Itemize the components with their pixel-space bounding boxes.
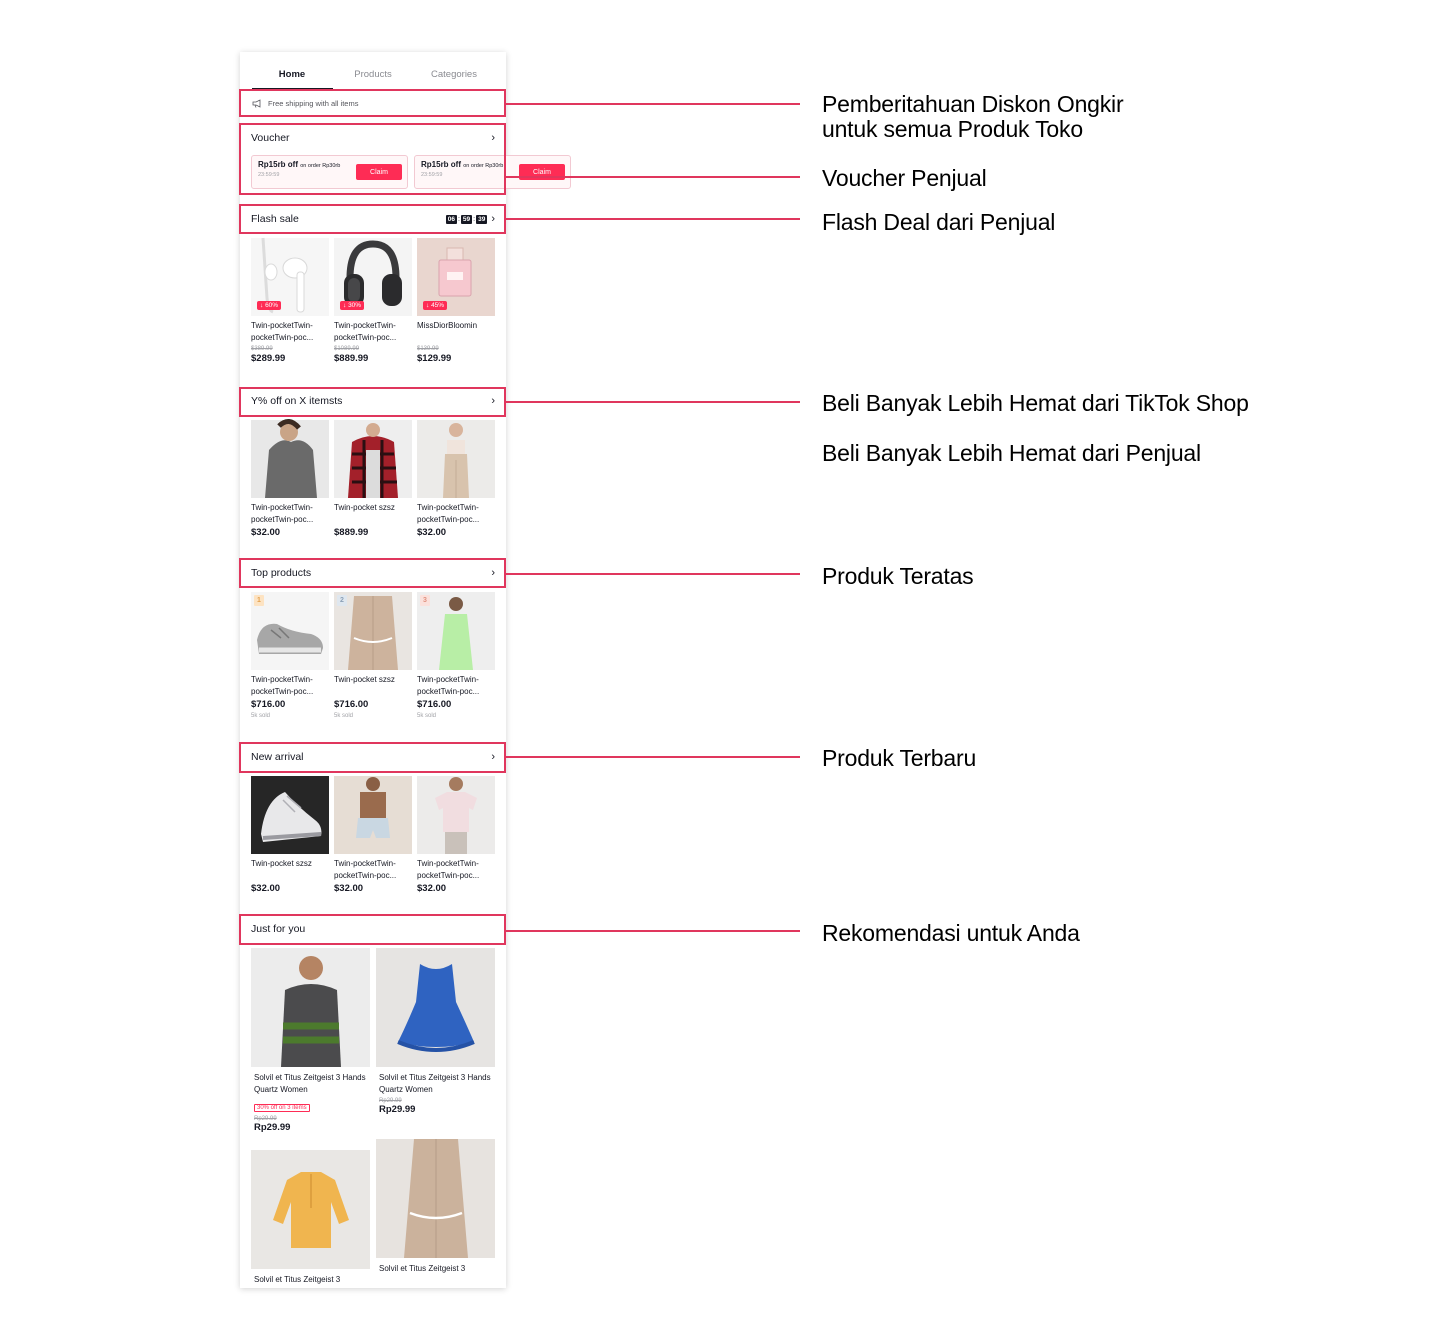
product-old-price: Rp29.99 (379, 1098, 402, 1104)
chevron-right-icon: › (491, 132, 495, 144)
leader-line (506, 103, 800, 105)
product-name: Twin-pocketTwin-pocketTwin-poc... (417, 503, 480, 524)
just-for-you-title: Just for you (251, 923, 306, 935)
leader-line (506, 930, 800, 932)
countdown-seconds: 39 (478, 215, 486, 223)
annotation-bundle-seller: Beli Banyak Lebih Hemat dari Penjual (822, 440, 1201, 466)
flash-sale-header[interactable] (240, 204, 506, 234)
product-old-price: $139.99 (417, 346, 439, 352)
product-image (334, 420, 412, 498)
product-price: $32.00 (251, 527, 281, 538)
striped-sweater-image (251, 948, 370, 1067)
product-card[interactable] (376, 948, 495, 1115)
voucher-header[interactable] (240, 123, 506, 153)
product-sold-count: 5k sold (251, 713, 271, 719)
megaphone-icon (252, 99, 262, 108)
annotation-new-arrival: Produk Terbaru (822, 745, 977, 771)
voucher-card[interactable] (251, 155, 408, 189)
chevron-right-icon: › (491, 395, 495, 407)
product-sold-count: 5k sold (417, 713, 437, 719)
annotation-just-for-you: Rekomendasi untuk Anda (822, 920, 1080, 946)
product-price: Rp29.99 (379, 1104, 416, 1115)
product-card[interactable] (417, 420, 495, 538)
discount-badge: ↓ 45% (423, 301, 447, 310)
tab-home[interactable]: Home (252, 52, 333, 90)
product-name: Twin-pocketTwin-pocketTwin-poc... (251, 503, 314, 524)
product-image (334, 238, 412, 316)
product-card[interactable] (417, 776, 495, 894)
blue-dress-image (376, 948, 495, 1067)
product-price: $129.99 (417, 353, 452, 364)
flash-sale-products (251, 238, 495, 364)
recommendation-grid (251, 948, 495, 1288)
product-image (251, 238, 329, 316)
tab-products[interactable]: Products (354, 69, 392, 80)
product-name: Twin-pocketTwin-pocketTwin-poc... (417, 859, 480, 880)
product-name: Twin-pocket szsz (251, 859, 312, 868)
voucher-amount: Rp15rb off on order Rp30rb (421, 160, 504, 169)
annotation-bundle-tiktok: Beli Banyak Lebih Hemat dari TikTok Shop (822, 390, 1249, 416)
discount-badge: ↓ 60% (257, 301, 281, 310)
product-old-price: Rp29.99 (254, 1116, 277, 1122)
product-image (251, 1150, 370, 1269)
countdown-hours: 06 (447, 215, 455, 223)
tab-categories[interactable]: Categories (431, 69, 477, 80)
claim-button[interactable]: Claim (356, 164, 402, 180)
product-price: $716.00 (251, 699, 286, 710)
leader-line (506, 756, 800, 758)
leader-line (506, 401, 800, 403)
countdown-minutes: 59 (462, 215, 471, 223)
product-image (417, 592, 495, 670)
rank-badge: 2 (337, 595, 347, 606)
annotation-shipping-notice: Pemberitahuan Diskon Ongkir untuk semua Produk Toko (822, 91, 1124, 142)
product-name: Twin-pocketTwin-pocketTwin-poc... (334, 321, 397, 342)
product-name: Solvil et Titus Zeitgeist 3 (254, 1275, 341, 1284)
product-card[interactable] (251, 238, 329, 364)
product-sold-count: 5k sold (334, 713, 354, 719)
product-card[interactable] (251, 420, 329, 538)
discount-badge: ↓ 30% (340, 301, 364, 310)
product-image (251, 948, 370, 1067)
chevron-right-icon: › (491, 751, 495, 763)
product-price: $32.00 (251, 883, 281, 894)
leader-line (506, 218, 800, 220)
product-card[interactable] (251, 948, 370, 1133)
product-name: Solvil et Titus Zeitgeist 3 Hands Quartz Women (254, 1073, 366, 1094)
product-card[interactable] (251, 776, 329, 894)
product-image (417, 420, 495, 498)
shop-page (240, 52, 551, 1288)
annotation-flash-sale: Flash Deal dari Penjual (822, 209, 1056, 235)
product-price: $716.00 (417, 699, 452, 710)
product-name: Twin-pocket szsz (334, 675, 395, 684)
product-card[interactable] (417, 592, 495, 719)
product-old-price: $1089.99 (334, 346, 360, 352)
product-name: Twin-pocketTwin-pocketTwin-poc... (334, 859, 397, 880)
leader-line (506, 573, 800, 575)
product-card[interactable] (334, 420, 412, 538)
new-arrival-header[interactable] (240, 742, 506, 772)
plaid-shirt-image (334, 420, 412, 498)
top-products-title: Top products (251, 567, 312, 579)
pink-tee-image (417, 776, 495, 854)
chevron-right-icon: › (491, 567, 495, 579)
product-image (376, 948, 495, 1067)
voucher-card[interactable] (414, 155, 571, 189)
product-card[interactable] (334, 776, 412, 894)
product-card[interactable] (251, 1150, 370, 1286)
product-card[interactable] (334, 592, 412, 719)
product-name: Twin-pocketTwin-pocketTwin-poc... (417, 675, 480, 696)
rank-badge: 3 (420, 595, 430, 606)
rank-badge: 1 (254, 595, 264, 606)
product-card[interactable] (417, 238, 495, 364)
product-image (334, 592, 412, 670)
claim-button[interactable]: Claim (519, 164, 565, 180)
annotation-top-products: Produk Teratas (822, 563, 974, 589)
product-card[interactable] (251, 592, 329, 719)
product-name: Twin-pocket szsz (334, 503, 395, 512)
product-old-price: $389.99 (251, 346, 273, 352)
product-price: $32.00 (334, 883, 364, 894)
voucher-list[interactable] (251, 155, 551, 191)
countdown-timer: 06 : 59 : 39 (447, 215, 486, 223)
tab-bar (240, 52, 506, 90)
product-card[interactable] (376, 1139, 495, 1275)
bundle-deal-header[interactable] (240, 386, 506, 416)
leader-line (506, 176, 800, 178)
product-price: $32.00 (417, 883, 447, 894)
new-arrival-products (251, 776, 495, 894)
product-image (334, 776, 412, 854)
product-name: MissDiorBloomin (417, 321, 478, 330)
annotation-voucher: Voucher Penjual (822, 165, 987, 191)
product-image (251, 776, 329, 854)
beige-outfit-image (417, 420, 495, 498)
product-image (417, 238, 495, 316)
product-name: Twin-pocketTwin-pocketTwin-poc... (251, 321, 314, 342)
product-price: $289.99 (251, 353, 286, 364)
denim-shorts-image (334, 776, 412, 854)
basketball-shoe-image (251, 776, 329, 854)
product-price: $889.99 (334, 353, 369, 364)
product-image (251, 420, 329, 498)
voucher-title: Voucher (251, 132, 290, 144)
product-card[interactable] (334, 238, 412, 364)
product-image (376, 1139, 495, 1258)
shipping-notice-text: Free shipping with all items (268, 98, 359, 108)
product-price: $889.99 (334, 527, 369, 538)
voucher-amount: Rp15rb off on order Rp30rb (258, 160, 341, 169)
top-products-list (251, 592, 495, 719)
top-products-header[interactable] (240, 558, 506, 588)
hoodie-image (251, 420, 329, 498)
product-name: Twin-pocketTwin-pocketTwin-poc... (251, 675, 314, 696)
shipping-notice[interactable] (240, 90, 506, 116)
voucher-time: 23:59:59 (258, 172, 280, 178)
product-name: Solvil et Titus Zeitgeist 3 (379, 1264, 466, 1273)
product-name: Solvil et Titus Zeitgeist 3 Hands Quartz Women (379, 1073, 491, 1094)
bundle-deal-title: Y% off on X itemsts (251, 395, 343, 407)
product-price: $716.00 (334, 699, 369, 710)
yellow-shirt-image (251, 1150, 370, 1269)
voucher-time: 23:59:59 (421, 172, 443, 178)
chevron-right-icon: › (491, 213, 495, 225)
promo-tag: 30% off on 3 items (254, 1104, 310, 1112)
linen-dress-image (376, 1139, 495, 1258)
product-image (251, 592, 329, 670)
product-price: $32.00 (417, 527, 447, 538)
product-image (417, 776, 495, 854)
just-for-you-header[interactable] (240, 914, 506, 944)
flash-sale-title: Flash sale (251, 213, 299, 225)
bundle-products (251, 420, 495, 538)
product-price: Rp29.99 (254, 1122, 291, 1133)
new-arrival-title: New arrival (251, 751, 304, 763)
